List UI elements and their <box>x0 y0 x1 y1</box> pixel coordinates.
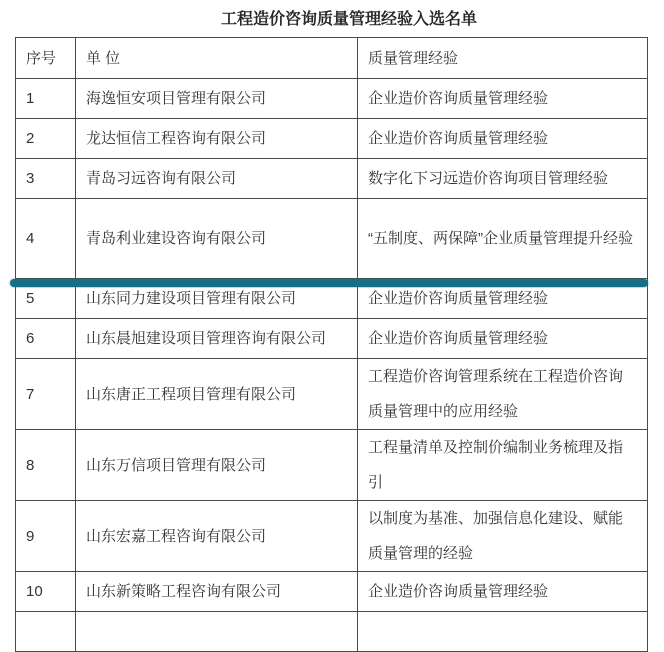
header-company: 单 位 <box>76 38 358 79</box>
table-row <box>16 119 648 159</box>
company-name: 山东晨旭建设项目管理咨询有限公司 <box>76 319 358 359</box>
row-index: 8 <box>16 430 76 501</box>
experience-text: “五制度、两保障”企业质量管理提升经验 <box>358 199 648 279</box>
experience-text: 工程造价咨询管理系统在工程造价咨询质量管理中的应用经验 <box>358 359 648 430</box>
experience-text: 企业造价咨询质量管理经验 <box>358 572 648 612</box>
header-experience: 质量管理经验 <box>358 38 648 79</box>
row-index: 7 <box>16 359 76 430</box>
experience-text: 企业造价咨询质量管理经验 <box>358 319 648 359</box>
company-name <box>76 612 358 652</box>
company-name: 山东新策略工程咨询有限公司 <box>76 572 358 612</box>
teal-divider-bar <box>10 279 648 287</box>
experience-table <box>15 37 648 652</box>
page-title: 工程造价咨询质量管理经验入选名单 <box>220 11 477 28</box>
experience-text <box>358 612 648 652</box>
company-name: 山东宏嘉工程咨询有限公司 <box>76 501 358 572</box>
table-row <box>16 199 648 279</box>
company-name: 青岛利业建设咨询有限公司 <box>76 199 358 279</box>
company-name: 山东唐正工程项目管理有限公司 <box>76 359 358 430</box>
experience-text: 工程量清单及控制价编制业务梳理及指引 <box>358 430 648 501</box>
row-index: 6 <box>16 319 76 359</box>
company-name: 龙达恒信工程咨询有限公司 <box>76 119 358 159</box>
table-row-partial <box>16 612 648 652</box>
company-name: 青岛习远咨询有限公司 <box>76 159 358 199</box>
table-row <box>16 319 648 359</box>
table-row <box>16 159 648 199</box>
experience-text: 以制度为基准、加强信息化建设、赋能质量管理的经验 <box>358 501 648 572</box>
table-row <box>16 79 648 119</box>
row-index: 10 <box>16 572 76 612</box>
table-row <box>16 501 648 572</box>
row-index: 4 <box>16 199 76 279</box>
row-index: 3 <box>16 159 76 199</box>
experience-text: 企业造价咨询质量管理经验 <box>358 279 648 319</box>
company-name: 山东同力建设项目管理有限公司 <box>76 279 358 319</box>
row-index <box>16 612 76 652</box>
experience-text: 企业造价咨询质量管理经验 <box>358 79 648 119</box>
row-index: 9 <box>16 501 76 572</box>
company-name: 海逸恒安项目管理有限公司 <box>76 79 358 119</box>
row-index: 2 <box>16 119 76 159</box>
header-no: 序号 <box>16 38 76 79</box>
table-row <box>16 359 648 430</box>
row-index: 5 <box>16 279 76 319</box>
row-index: 1 <box>16 79 76 119</box>
experience-text: 企业造价咨询质量管理经验 <box>358 119 648 159</box>
table-row <box>16 430 648 501</box>
table-row <box>16 572 648 612</box>
experience-text: 数字化下习远造价咨询项目管理经验 <box>358 159 648 199</box>
table-header-row <box>16 38 648 79</box>
company-name: 山东万信项目管理有限公司 <box>76 430 358 501</box>
